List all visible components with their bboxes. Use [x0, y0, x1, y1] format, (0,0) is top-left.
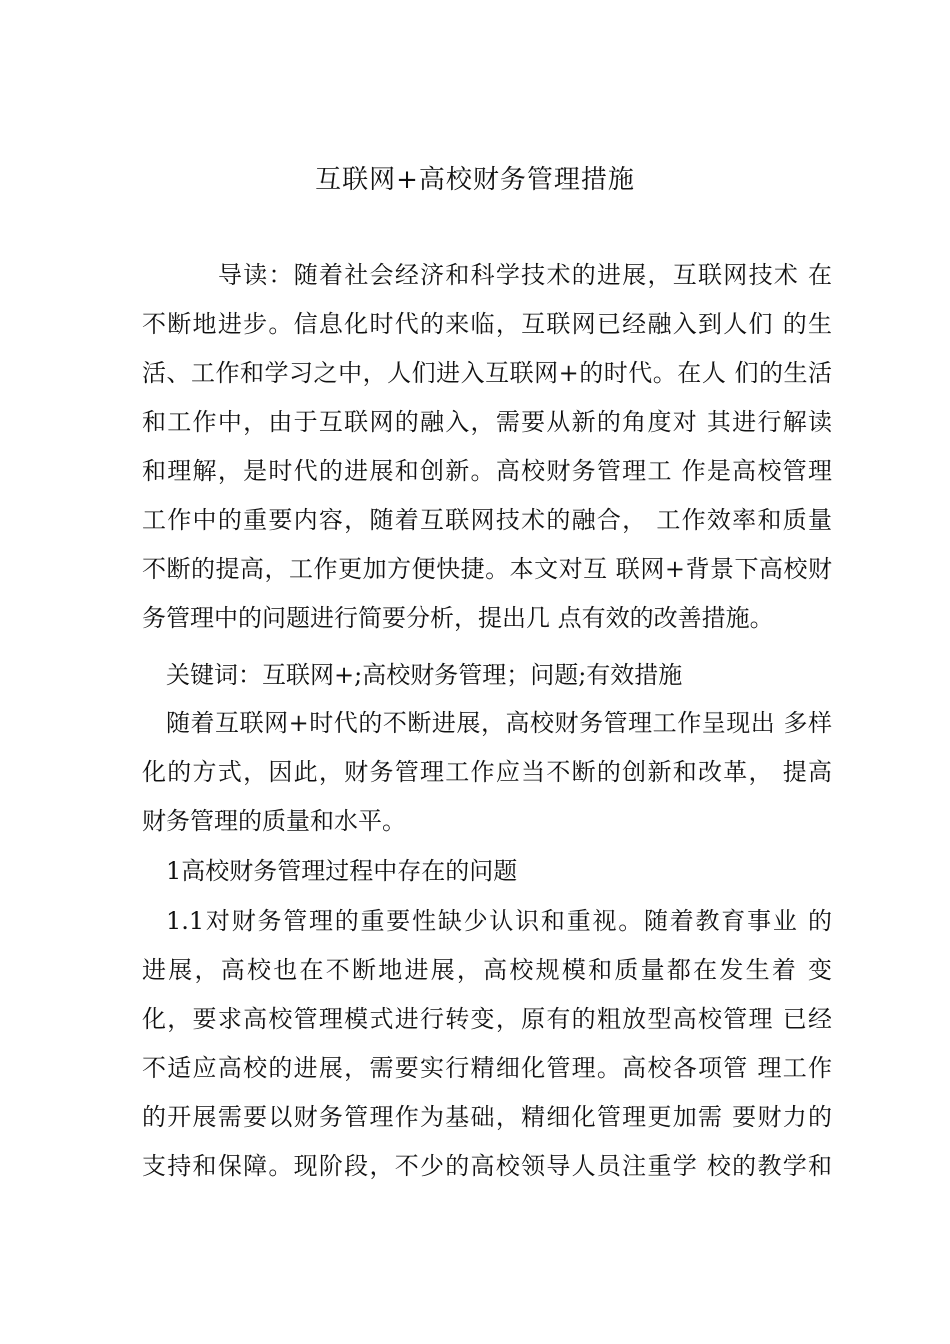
text-line: 的开展需要以财务管理作为基础，精细化管理更加需 要财力的 — [142, 1103, 832, 1131]
keywords-line: 关键词：互联网+;高校财务管理；问题;有效措施 — [166, 661, 683, 689]
text-line: 导读：随着社会经济和科学技术的进展，互联网技术 在 — [218, 261, 832, 289]
text-line: 进展，高校也在不断地进展，高校规模和质量都在发生着 变 — [142, 956, 832, 984]
heading-line: 1高校财务管理过程中存在的问题 — [166, 857, 518, 885]
intro-paragraph — [142, 699, 832, 846]
text-line: 化的方式，因此，财务管理工作应当不断的创新和改革， 提高 — [142, 758, 832, 786]
abstract-paragraph — [142, 251, 832, 643]
text-line: 不断的提高，工作更加方便快捷。本文对互 联网+背景下高校财 — [142, 555, 832, 583]
subsection-paragraph — [142, 897, 832, 1191]
text-line: 化，要求高校管理模式进行转变，原有的粗放型高校管理 已经 — [142, 1005, 832, 1033]
text-line: 和工作中，由于互联网的融入，需要从新的角度对 其进行解读 — [142, 408, 832, 436]
text-line: 不断地进步。信息化时代的来临，互联网已经融入到人们 的生 — [142, 310, 832, 338]
text-line: 财务管理的质量和水平。 — [142, 807, 406, 835]
text-line: 和理解，是时代的进展和创新。高校财务管理工 作是高校管理 — [142, 457, 832, 485]
text-line: 支持和保障。现阶段，不少的高校领导人员注重学 校的教学和 — [142, 1152, 832, 1180]
text-line: 1.1对财务管理的重要性缺少认识和重视。随着教育事业 的 — [166, 907, 832, 935]
text-line: 随着互联网+时代的不断进展，高校财务管理工作呈现出 多样 — [166, 709, 832, 737]
text-line: 不适应高校的进展，需要实行精细化管理。高校各项管 理工作 — [142, 1054, 832, 1082]
keywords-paragraph — [142, 651, 832, 700]
document-title: 互联网+高校财务管理措施 — [315, 165, 635, 195]
text-line: 工作中的重要内容，随着互联网技术的融合， 工作效率和质量 — [142, 506, 832, 534]
text-line: 活、工作和学习之中，人们进入互联网+的时代。在人 们的生活 — [142, 359, 832, 387]
section-heading — [142, 847, 832, 896]
text-line: 务管理中的问题进行简要分析，提出几 点有效的改善措施。 — [142, 604, 774, 632]
